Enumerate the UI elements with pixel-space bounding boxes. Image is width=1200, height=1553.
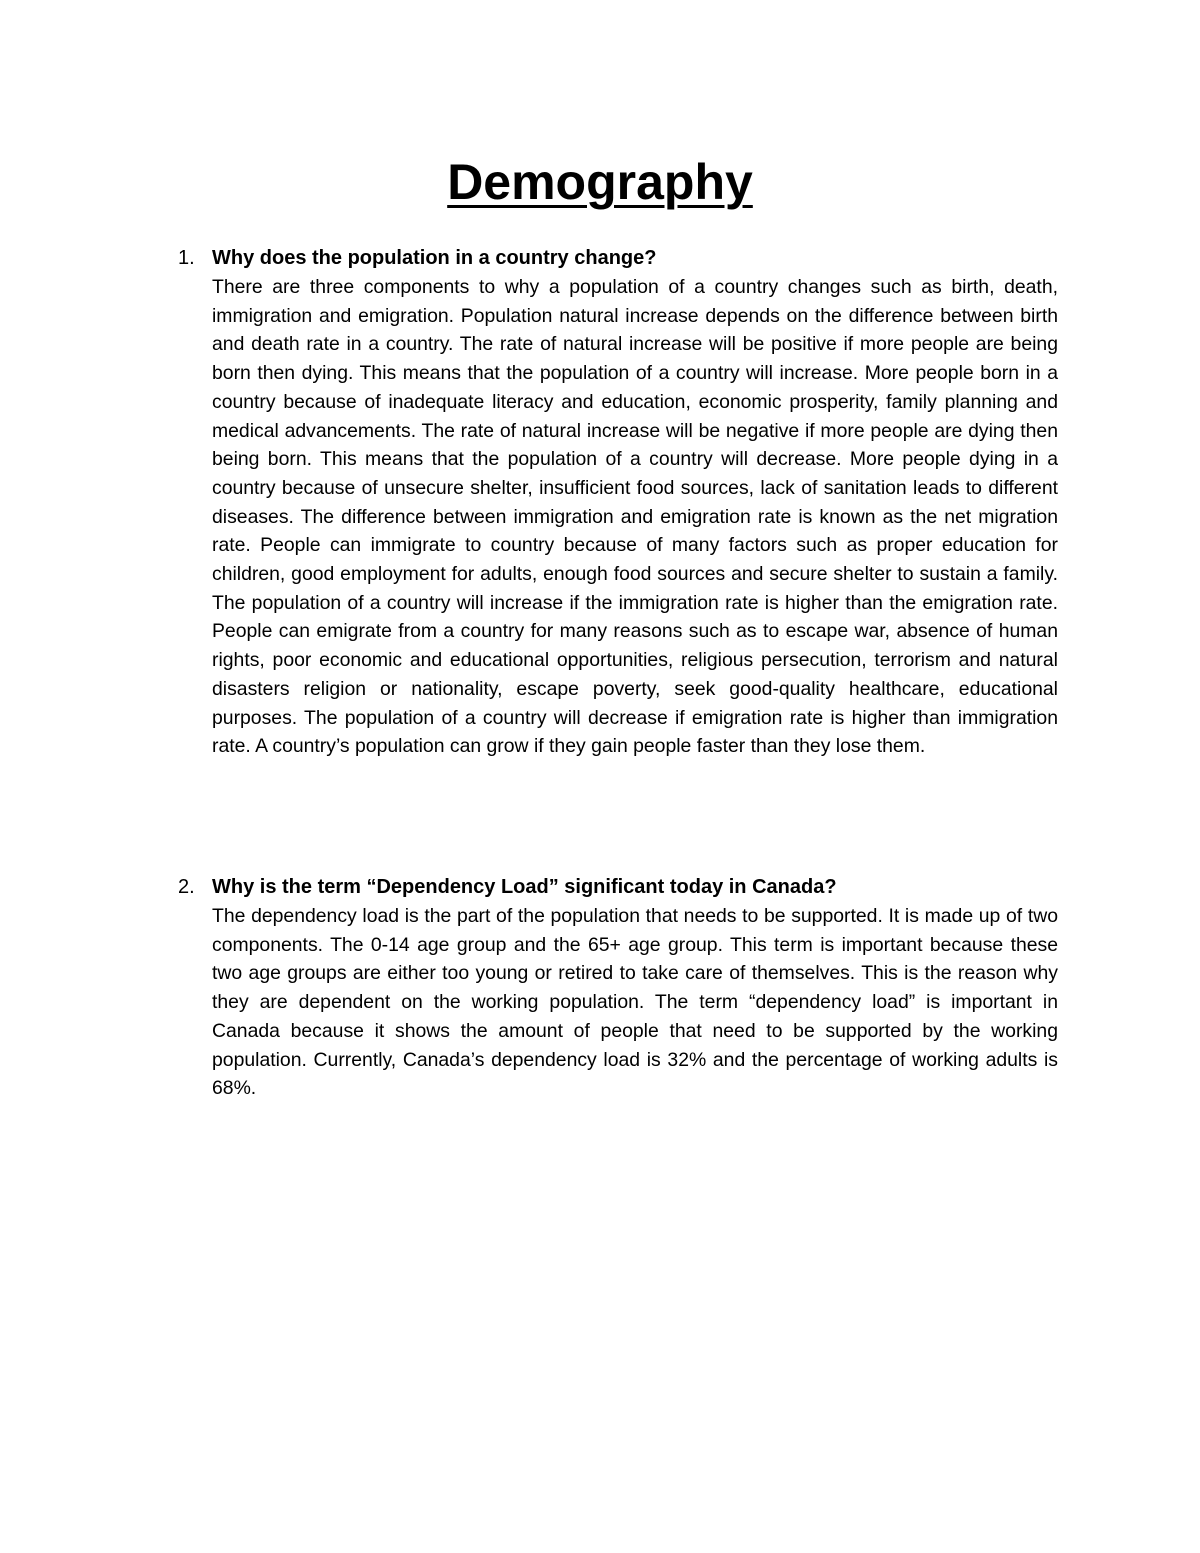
question-1-heading [168, 244, 1058, 273]
question-1-heading-text: Why does the population in a country change? [212, 247, 657, 269]
question-2 [168, 873, 1058, 1103]
document-title [0, 150, 1200, 214]
question-1-answer: There are three components to why a population of a country changes such as birth, death, immigration and emigration. Population natural increase depends on the difference between birth and death rate in a country. The rate of natural increase will be positive if more people are being born then dying. This means that the population of a country will increase. More people born in a country because of inadequate literacy and education, economic prosperity, family planning and medical advancements. The rate of natural increase will be negative if more people are dying then being born. This means that the population of a country will decrease. More people dying in a country because of unsecure shelter, insufficient food sources, lack of sanitation leads to different diseases. The difference between immigration and emigration rate is known as the net migration rate. People can immigrate to country because of many factors such as proper education for children, good employment for adults, enough food sources and secure shelter to sustain a family. The population of a country will increase if the immigration rate is higher than the emigration rate. People can emigrate from a country for many reasons such as to escape war, absence of human rights, poor economic and educational opportunities, religious persecution, terrorism and natural disasters religion or nationality, escape poverty, seek good-quality healthcare, educational purposes. The population of a country will decrease if emigration rate is higher than immigration rate. A country’s population can grow if they gain people faster than they lose them. [212, 276, 1058, 758]
question-2-heading [168, 873, 1058, 902]
document-title-text: Demography [447, 154, 753, 210]
question-2-answer: The dependency load is the part of the population that needs to be supported. It is made up of two components. The 0-14 age group and the 65+ age group. This term is important because these two age groups are either too young or retired to take care of themselves. This is the reason why they are dependent on the working population. The term “dependency load” is important in Canada because it shows the amount of people that need to be supported by the working population. Currently, Canada’s dependency load is 32% and the percentage of working adults is 68%. [212, 905, 1058, 1100]
question-2-number: 2. [178, 876, 195, 898]
question-1 [168, 244, 1058, 761]
question-2-heading-text: Why is the term “Dependency Load” significant today in Canada? [212, 876, 837, 898]
question-1-number: 1. [178, 247, 195, 269]
